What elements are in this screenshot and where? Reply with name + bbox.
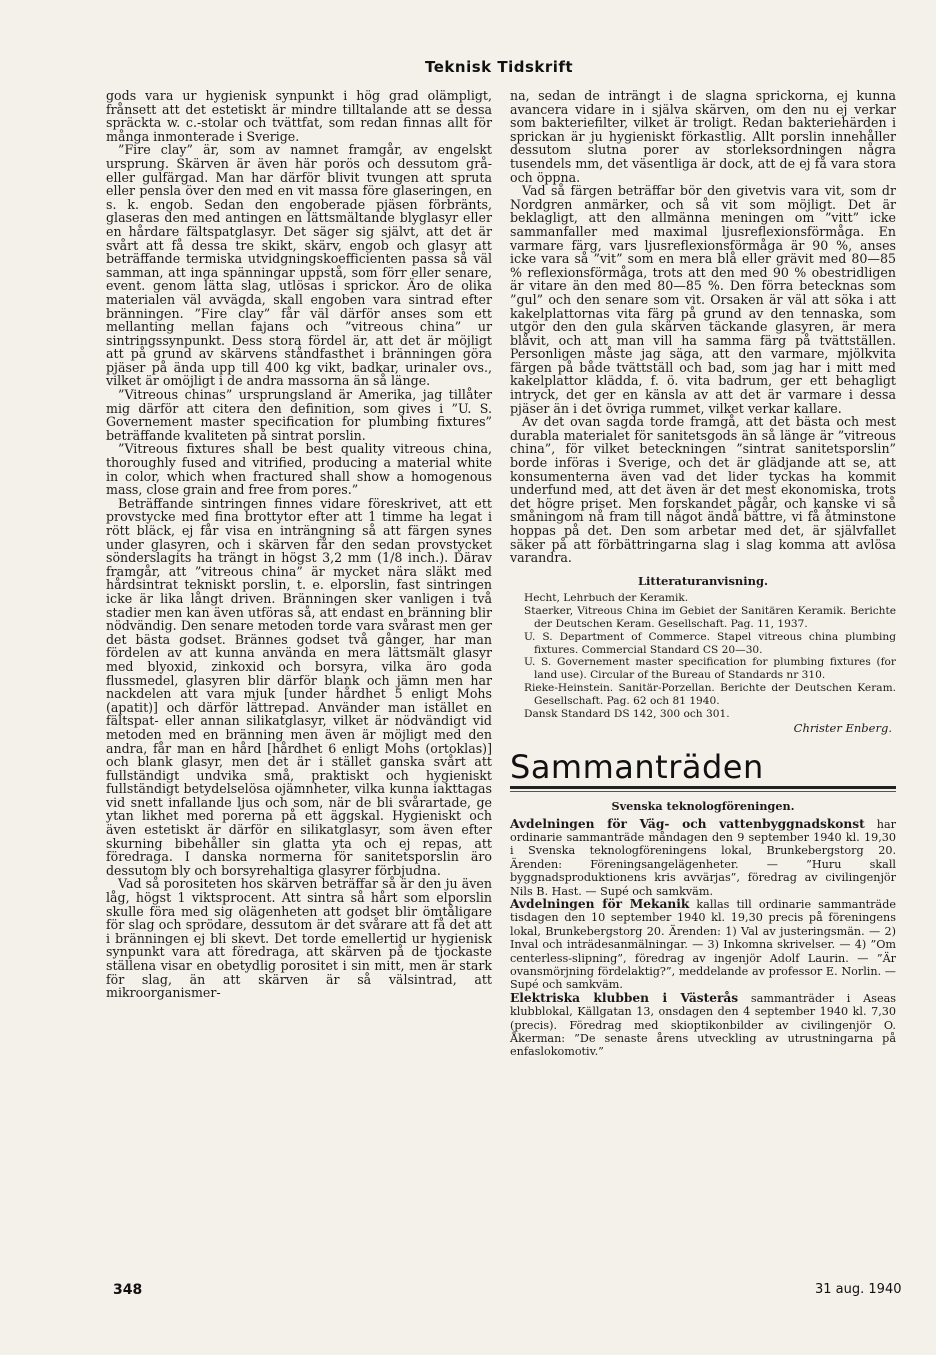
divider [510,791,896,792]
literature-ref: U. S. Governement master specification for plumbing fixtures (for land use). Circular of the Bureau of Standards nr 310. [524,656,896,682]
article-author: Christer Enberg. [793,721,892,736]
page-number: 348 [113,1282,143,1298]
issue-date: 31 aug. 1940 [815,1282,902,1297]
meeting-notice [510,992,896,1059]
notice-body: har ordinarie sammanträde måndagen den 9 september 1940 kl. 19,30 i Svenska teknologföreningens lokal, Brunkebergstorg 20. Ärenden: Föreningsangelägenheter. — ”Huru skall byggnadsproduktionens kris avvärjas”, föredrag av civilingenjör Nils B. Hast. — Supé och samkväm. [510,817,896,898]
masthead: Teknisk Tidskrift [425,58,574,76]
paragraph: Beträffande sintringen finnes vidare föreskrivet, att ett provstycke med fina brottytor efter att 1 timme ha legat i rött bläck, ej får visa en inträngning så att färgen synes under glasyren, och i skärven får den sedan provstycket sönderslagits ha trängt in högst 3,2 mm (1/8 inch.). Därav framgår, att ”vitreous china” är mycket nära släkt med hårdsintrat tekniskt porslin, t. e. elporslin, fast sintringen icke är lika långt driven. Bränningen sker vanligen i två stadier men kan även utföras så, att endast en bränning blir nödvändig. Den senare metoden torde vara svårast men ger det bästa godset. Brännes godset två gånger, har man fördelen av att kunna använda en mera lättsmält glasyr med blyoxid, zinkoxid och borsyra, vilka äro goda flussmedel, glasyren blir därför blank och jämn men har nackdelen att vara mjuk [under hårdhet 5 enligt Mohs (apatit)] och därför lättrepad. Använder man istället en fältspat- eller annan silikatglasyr, vilket är nödvändigt vid metoden med en bränning men även är möjligt med den andra, får man en hård [hårdhet 6 enligt Mohs (ortoklas)] och blank glasyr, men det är i stället ganska svårt att fullständigt undvika små, praktiskt och hygieniskt fullständigt betydelselösa ojämnheter, vilka kunna iakttagas vid snett infallande ljus och som, när de bli svårartade, ge ytan likhet med porerna på ett äggskal. Hygieniskt och även estetiskt är därför en silikatglasyr, som även efter skurning bibehåller sin glatta yta och ej repas, att föredraga. I danska normerna för sanitetsporslin äro dessutom bly och borsyrehaltiga glasyrer förbjudna. [106,495,492,878]
association-title: Svenska teknologföreningen. [611,798,795,813]
notice-title: Elektriska klubben i Västerås [510,990,739,1005]
notice-body: sammanträder i Aseas klubblokal, Källgatan 13, onsdagen den 4 september 1940 kl. 7,30 (precis). Föredrag med skioptikonbilder av civilingenjör O. Åkerman: ”De senaste årens utveckling av utrustningarna på enfaslokomotiv.” [510,991,896,1059]
meeting-notice [510,818,896,898]
divider [510,786,896,789]
notice-body: kallas till ordinarie sammanträde tisdagen den 10 september 1940 kl. 19,30 precis på föreningens lokal, Brunkebergstorg 20. Ärenden: 1) Val av justeringsmän. — 2) Inval och inträdesanmälningar. — 3) Inkomna skrivelser. — 4) ”Om centerless-slipning”, föredrag av ingenjör Adolf Laurin. — ”Är ovansmörjning fördelaktig?”, meddelande av professor E. Norlin. — Supé och samkväm. [510,897,896,992]
paragraph: ”Vitreous chinas” ursprungsland är Amerika, jag tillåter mig därför att citera den definition, som gives i ”U. S. Governement master specification for plumbing fixtures” beträffande kvaliteten på sintrat porslin. [106,387,492,443]
section-heading: Sammanträden [510,747,764,786]
literature-ref: Staerker, Vitreous China im Gebiet der Sanitären Keramik. Berichte der Deutschen Keram. Gesellschaft. Pag. 11, 1937. [524,605,896,630]
literature-ref: Dansk Standard DS 142, 300 och 301. [524,707,730,720]
literature-title: Litteraturanvisning. [637,573,769,588]
paragraph: na, sedan de inträngt i de slagna sprickorna, ej kunna avancera vidare in i själva skärven, om den nu ej verkar som bakteriefilter, vilket är troligt. Redan bakteriehärden i sprickan är ju hygieniskt förkastlig. Allt porslin innehåller dessutom slutna porer av storleksordningen några tusendels mm, det väsentliga är dock, att de ej få vara stora och öppna. [510,88,896,185]
notice-title: Avdelningen för Väg- och vattenbyggnadskonst [510,816,865,831]
literature-ref: Hecht, Lehrbuch der Keramik. [524,592,689,605]
paragraph: Av det ovan sagda torde framgå, att det bästa och mest durabla materialet för sanitetsgods än så länge är ”vitreous china”, för vilket beteckningen ”sintrat sanitetsporslin” borde införas i Sverige, och det är glädjande att se, att konsumenterna även vad det lider tyckas ha kommit underfund med, att det även är det mest ekonomiska, trots det högre priset. Men forskandet pågår, och kanske vi så småningom nå fram till något ändå bättre, vi få åtminstone hoppas på det. Den som arbetar med det, är självfallet säker på att förbättringarna slag i slag komma att avlösa varandra. [510,414,896,566]
literature-ref: U. S. Department of Commerce. Stapel vitreous china plumbing fixtures. Commercial Standard CS 20—30. [524,630,896,656]
paragraph: Vad så färgen beträffar bör den givetvis vara vit, som dr Nordgren anmärker, och så vit som möjligt. Det är beklagligt, att den allmänna meningen om ”vitt” icke sammanfaller med maximal ljusreflexionsförmåga. En varmare färg, vars ljusreflexionsförmåga är 90 %, anses icke vara så ”vit” som en mera blå eller grävit med 80—85 % reflexionsförmåga, trots att den med 90 % obestridligen är vitare än den med 80—85 %. Den förra betecknas som ”gul” och den senare som vit. Orsaken är väl att söka i att kakelplattornas vita färg på grund av den tennaska, som utgör den den gula skärven täckande glasyren, är mera blåvit, och att man vill ha samma färg på tvättställen. Personligen måste jag säga, att den varmare, mjölkvita färgen på både tvättställ och bad, som jag har i mitt med kakelplattor klädda, f. ö. vita badrum, ger ett behagligt intryck, det ger en känsla av att det är varmare i dessa pjäser än i det övriga rummet, vilket verkar kallare. [510,183,896,416]
notice-title: Avdelningen för Mekanik [510,896,690,911]
literature-ref: Rieke-Heinstein. Sanitär-Porzellan. Berichte der Deutschen Keram. Gesellschaft. Pag. 62 och 81 1940. [524,681,896,707]
right-column [510,89,896,1059]
paragraph: Vad så porositeten hos skärven beträffar så är den ju även låg, högst 1 viktsprocent. Att sintra så hårt som elporslin skulle föra med sig olägenheten att godset blir ömtåligare för slag och sprödare, dessutom är det svårare att få det att i bränningen ej bli skevt. Det torde emellertid ur hygienisk synpunkt vara att föredraga, att skärven på de tjockaste ställena visar en obetydlig porositet i sin mitt, men är stark för slag, än att skärven är så välsintrad, att mikroorganismer- [106,876,492,1001]
left-column [106,89,492,1000]
paragraph: ”Vitreous fixtures shall be best quality vitreous china, thoroughly fused and vitrified, producing a material white in color, which when fractured shall show a homogenous mass, close grain and free from pores.” [106,441,492,498]
meeting-notice [510,898,896,992]
paragraph: ”Fire clay” är, som av namnet framgår, av engelskt ursprung. Skärven är även här porös och dessutom grå- eller gulfärgad. Man har därför blivit tvungen att spruta eller pensla över den med en vit massa före glaseringen, en s. k. engob. Sedan den engoberade pjäsen förbränts, glaseras den med antingen en lättsmältande blyglasyr eller en hårdare fältspatglasyr. Det säger sig självt, att det är svårt att få dessa tre skikt, skärv, engob och glasyr att beträffande termiska utvidgningskoefficienten passa så väl samman, att inga spänningar uppstå, som förr eller senare, event. genom lätta slag, utlösas i sprickor. Äro de olika materialen väl avvägda, skall engoben vara sintrad efter bränningen. ”Fire clay” får väl därför anses som ett mellanting mellan fajans och ”vitreous china” ur sintringssynpunkt. Dess stora fördel är, att det är möjligt att på grund av skärvens ståndfasthet i bränningen göra pjäser på ända upp till 400 kg vikt, badkar, urinaler ovs., vilket är omöjligt i de andra massorna än så länge. [106,142,492,389]
paragraph: gods vara ur hygienisk synpunkt i hög grad olämpligt, frånsett att det estetiskt är mindre tilltalande att se dessa spräckta w. c.-stolar och tvättfat, som redan finnas allt för många inmonterade i Sverige. [106,88,492,144]
